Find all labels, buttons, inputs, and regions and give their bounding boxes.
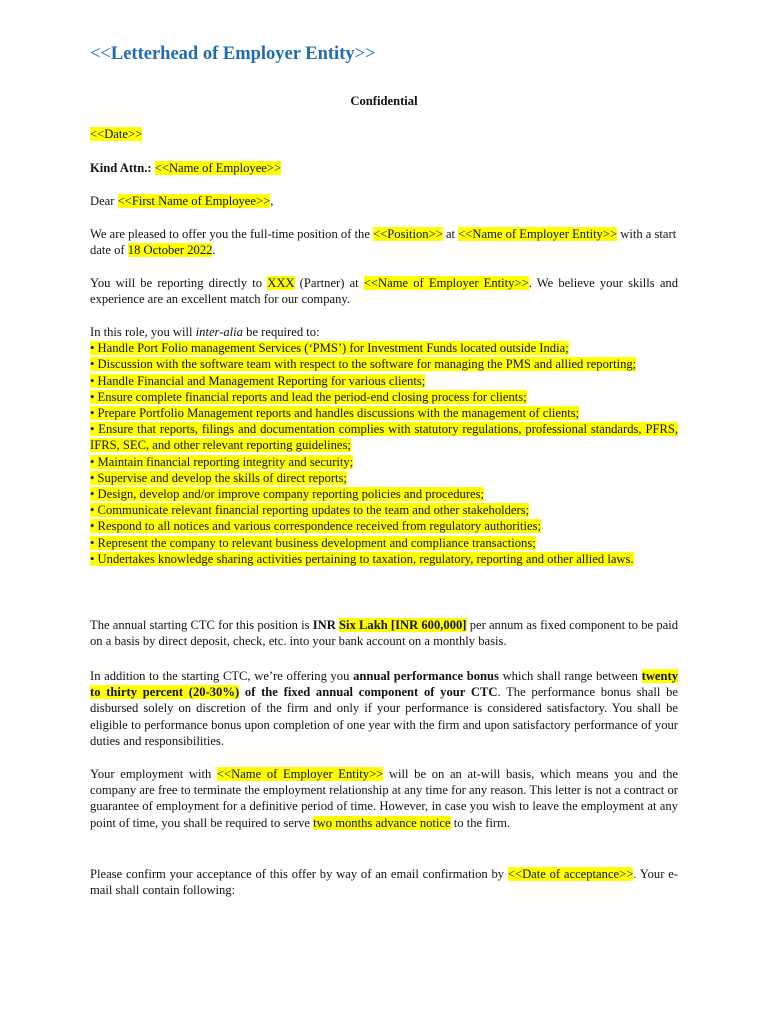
offer-text-end: . — [212, 243, 216, 258]
role-item — [90, 356, 678, 372]
bonus-paragraph — [90, 668, 678, 749]
role-item-text: • Discussion with the software team with respect to the software for managing the PMS and allied reporting; — [90, 357, 637, 372]
role-item — [90, 518, 678, 534]
employment-text-mid: will be on an at-will basis, which means you and the company are free to terminate the employment relationship at any time for any reason. This letter is not a contract or guarantee of employment for a definitive period of time. However, in case you wish to leave the employment at any point of time, you shall be required to serve — [90, 767, 678, 830]
entity-placeholder: <<Name of Employer Entity>> — [216, 767, 384, 781]
role-item — [90, 551, 678, 567]
reporting-paragraph — [90, 275, 678, 307]
role-item — [90, 405, 678, 421]
role-item-text: • Design, develop and/or improve company reporting policies and procedures; — [90, 487, 485, 502]
employee-name-placeholder: <<Name of Employee>> — [154, 161, 282, 175]
role-item-text: • Ensure complete financial reports and lead the period-end closing process for clients; — [90, 389, 527, 404]
role-item-text: • Handle Financial and Management Reporting for various clients; — [90, 373, 426, 388]
letterhead-open: << — [90, 44, 111, 64]
role-item-text: • Supervise and develop the skills of direct reports; — [90, 470, 347, 485]
role-item-text: • Respond to all notices and various correspondence received from regulatory authorities; — [90, 519, 541, 534]
letterhead-text: Letterhead of Employer Entity — [110, 44, 355, 64]
role-intro-text: In this role, you will — [90, 325, 193, 339]
confirm-text: Please confirm your acceptance of this offer by way of an email confirmation by — [90, 867, 505, 881]
role-item-text: • Prepare Portfolio Management reports and handles discussions with the management of clients; — [90, 406, 580, 421]
ctc-amount: Six Lakh [INR 600,000] — [339, 618, 467, 632]
dear-suffix: , — [270, 194, 274, 208]
role-item-text: • Maintain financial reporting integrity and security; — [90, 454, 354, 469]
position-placeholder: <<Position>> — [373, 227, 443, 241]
role-item — [90, 454, 678, 470]
acceptance-date-placeholder: <<Date of acceptance>> — [507, 867, 634, 881]
role-item-text: • Communicate relevant financial reporting updates to the team and other stakeholders; — [90, 503, 530, 518]
entity-placeholder: <<Name of Employer Entity>> — [458, 227, 618, 241]
role-item — [90, 373, 678, 389]
role-item-text: • Represent the company to relevant business development and compliance transactions; — [90, 535, 536, 550]
ctc-text-end: per annum as fixed component to be paid on a basis by direct deposit, check, etc. into your bank account on a monthly basis. — [90, 618, 679, 649]
ctc-currency: INR — [312, 618, 336, 632]
inter-alia: inter-alia — [195, 325, 243, 339]
role-item — [90, 502, 678, 518]
role-section — [90, 324, 678, 567]
employment-paragraph — [90, 766, 678, 831]
letterhead-title — [90, 46, 375, 62]
ctc-paragraph — [90, 617, 678, 649]
attn-label: Kind Attn.: — [90, 161, 152, 175]
confidential-heading: Confidential — [350, 94, 418, 108]
role-intro-text-end: be required to: — [246, 325, 320, 339]
attn-line — [90, 160, 678, 176]
dear-prefix: Dear — [90, 194, 115, 208]
manager-placeholder: XXX — [267, 276, 295, 290]
role-item — [90, 421, 678, 453]
offer-text-at: at — [445, 227, 456, 241]
date-line — [90, 126, 678, 142]
start-date: 18 October 2022 — [127, 243, 213, 258]
reporting-text-partner: (Partner) at — [299, 276, 359, 290]
bonus-range: twenty to thirty percent (20-30%) — [90, 669, 679, 700]
salutation — [90, 193, 678, 209]
notice-period: two months advance notice — [313, 815, 451, 830]
reporting-text: You will be reporting directly to — [90, 276, 263, 290]
role-item-text: • Undertakes knowledge sharing activities pertaining to taxation, regulatory, reporting and other allied laws. — [90, 551, 634, 566]
role-intro — [90, 324, 678, 340]
bonus-text-end: . The performance bonus shall be disbursed solely on discretion of the firm and only if your performance is considered satisfactory. You shall be eligible to performance bonus upon completion of one year with the firm and upon satisfactory performance of your duties and responsibilities. — [90, 685, 678, 748]
date-placeholder: <<Date>> — [90, 127, 143, 141]
role-item-text: • Ensure that reports, filings and documentation complies with statutory regulations, professional standards, PFRS, IFRS, SEC, and other relevant reporting guidelines; — [90, 422, 678, 453]
confirm-text-end: . Your e-mail shall contain following: — [90, 867, 678, 898]
bonus-label: annual performance bonus — [353, 669, 499, 683]
offer-text-start: with a start date of — [90, 227, 677, 258]
offer-paragraph — [90, 226, 678, 258]
ctc-text: The annual starting CTC for this position is — [90, 618, 310, 632]
role-item — [90, 340, 678, 356]
bonus-text: In addition to the starting CTC, we’re offering you — [90, 669, 350, 683]
confirm-paragraph — [90, 866, 678, 898]
employment-text: Your employment with — [90, 767, 212, 781]
offer-text: We are pleased to offer you the full-time position of the — [90, 227, 370, 241]
entity-placeholder: <<Name of Employer Entity>> — [363, 276, 529, 290]
employment-text-end: to the firm. — [453, 815, 511, 830]
role-item — [90, 470, 678, 486]
role-item — [90, 389, 678, 405]
role-item-text: • Handle Port Folio management Services (‘PMS’) for Investment Funds located outside India; — [90, 341, 569, 356]
reporting-text-end: . We believe your skills and experience are an excellent match for our company. — [90, 276, 679, 307]
first-name-placeholder: <<First Name of Employee>> — [117, 194, 271, 208]
bonus-component: of the fixed annual component of your CTC — [244, 685, 498, 700]
role-item — [90, 535, 678, 551]
letterhead-close: >> — [354, 44, 376, 64]
bonus-text-range: which shall range between — [502, 669, 638, 683]
role-item — [90, 486, 678, 502]
